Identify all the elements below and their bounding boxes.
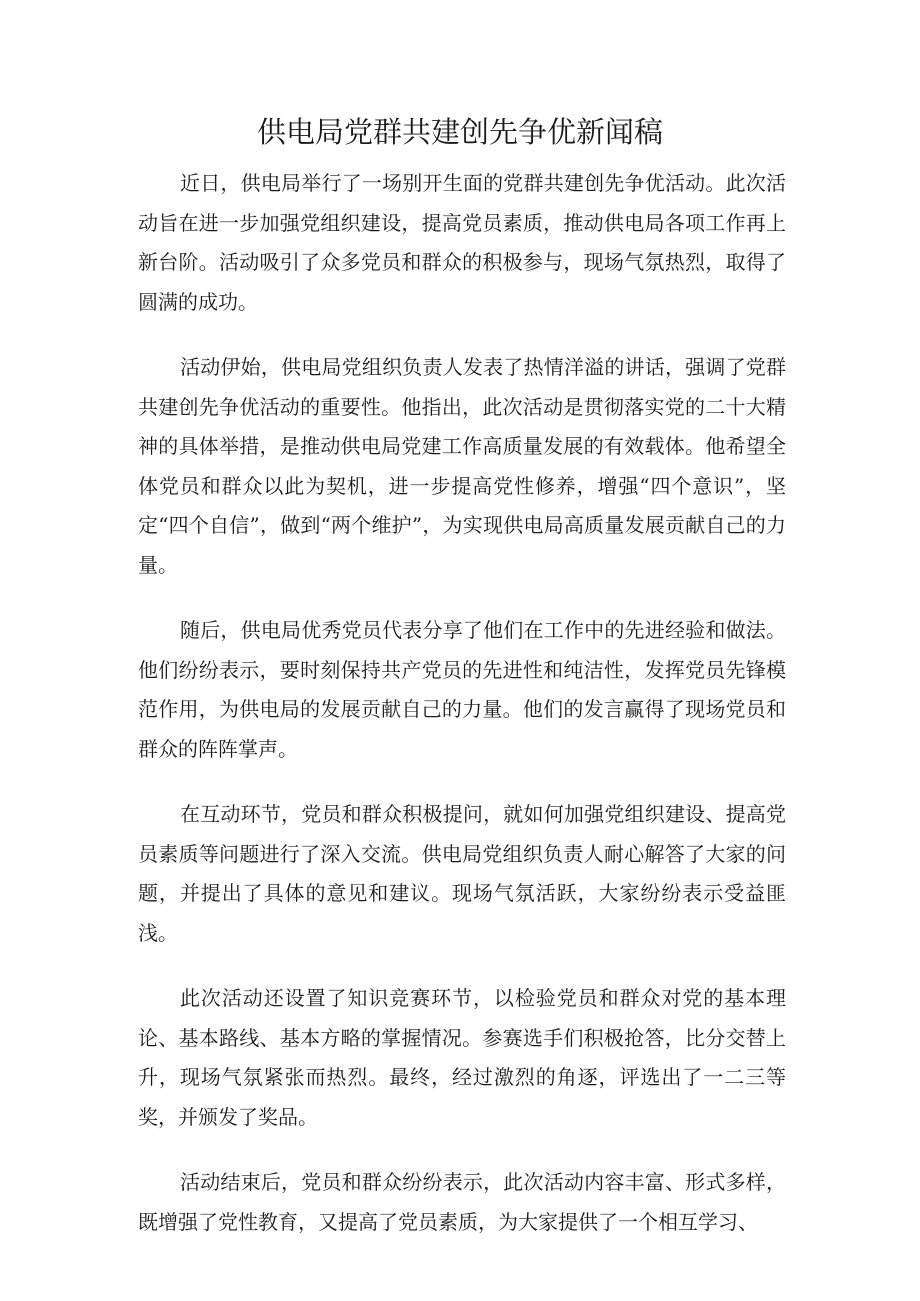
document-title: 供电局党群共建创先争优新闻稿: [256, 115, 663, 149]
paragraph-2: 活动伊始，供电局党组织负责人发表了热情洋溢的讲话，强调了党群共建创先争优活动的重要性。他指出，此次活动是贯彻落实党的二十大精神的具体举措，是推动供电局党建工作高质量发展的有效载体。他希望全体党员和群众以此为契机，进一步提高党性修养，增强“四个意识”，坚定“四个自信”，做到“两个维护”，为实现供电局高质量发展贡献自己的力量。: [138, 355, 786, 577]
paragraph-1: 近日，供电局举行了一场别开生面的党群共建创先争优活动。此次活动旨在进一步加强党组织建设，提高党员素质，推动供电局各项工作再上新台阶。活动吸引了众多党员和群众的积极参与，现场气氛热烈，取得了圆满的成功。: [138, 171, 786, 314]
document-body: [138, 164, 786, 1268]
paragraph-6: 活动结束后，党员和群众纷纷表示，此次活动内容丰富、形式多样，既增强了党性教育，又提高了党员素质，为大家提供了一个相互学习、: [138, 1170, 786, 1234]
paragraph-5: 此次活动还设置了知识竞赛环节，以检验党员和群众对党的基本理论、基本路线、基本方略的掌握情况。参赛选手们积极抢答，比分交替上升，现场气氛紧张而热烈。最终，经过激烈的角逐，评选出了一二三等奖，并颁发了奖品。: [138, 986, 786, 1129]
paragraph-4: 在互动环节，党员和群众积极提问，就如何加强党组织建设、提高党员素质等问题进行了深入交流。供电局党组织负责人耐心解答了大家的问题，并提出了具体的意见和建议。现场气氛活跃，大家纷纷表示受益匪浅。: [138, 802, 786, 945]
paragraph-3: 随后，供电局优秀党员代表分享了他们在工作中的先进经验和做法。他们纷纷表示，要时刻保持共产党员的先进性和纯洁性，发挥党员先锋模范作用，为供电局的发展贡献自己的力量。他们的发言赢得了现场党员和群众的阵阵掌声。: [138, 618, 786, 761]
